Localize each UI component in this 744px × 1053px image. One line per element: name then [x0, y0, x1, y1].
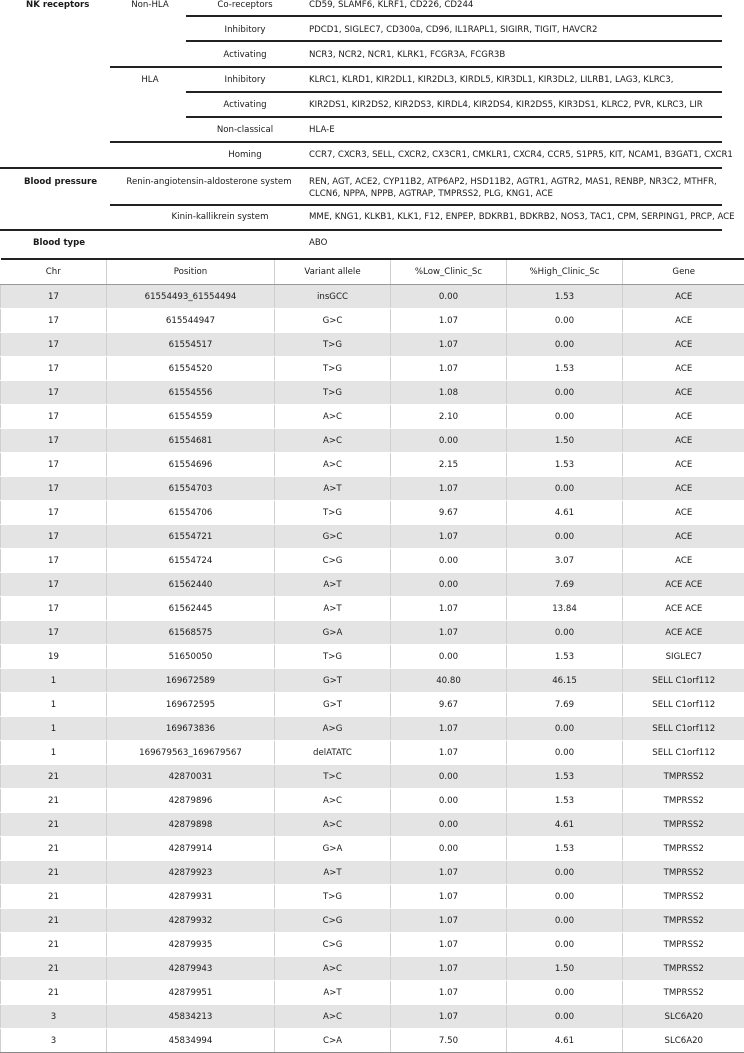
cell-position: 42879951	[107, 981, 275, 1005]
cell-variant-allele: C>G	[275, 909, 391, 933]
column-header-gene: Gene	[623, 259, 744, 285]
cell-chr: 1	[1, 741, 107, 765]
cell-chr: 1	[1, 717, 107, 741]
cell-gene: SELL C1orf112	[623, 717, 744, 741]
cell-chr: 21	[1, 789, 107, 813]
cell-position: 61554706	[107, 501, 275, 525]
cell-high-clinic-sc: 0.00	[507, 621, 623, 645]
cell-chr: 21	[1, 957, 107, 981]
cell-high-clinic-sc: 0.00	[507, 885, 623, 909]
cell-variant-allele: insGCC	[275, 285, 391, 309]
cell-variant-allele: C>A	[275, 1029, 391, 1053]
cell-position: 61554559	[107, 405, 275, 429]
cell-chr: 21	[1, 837, 107, 861]
cell-low-clinic-sc: 7.50	[391, 1029, 507, 1053]
cell-gene: TMPRSS2	[623, 885, 744, 909]
cell-variant-allele: A>C	[275, 429, 391, 453]
cell-high-clinic-sc: 46.15	[507, 669, 623, 693]
cell-high-clinic-sc: 3.07	[507, 549, 623, 573]
table-row	[1, 717, 744, 741]
column-header-high-clinic-sc: %High_Clinic_Sc	[507, 259, 623, 285]
table-row	[1, 957, 744, 981]
blood-pressure-label: Blood pressure	[24, 177, 97, 187]
table-row	[1, 861, 744, 885]
kinin-label: Kinin-kallikrein system	[140, 212, 300, 222]
cell-high-clinic-sc: 0.00	[507, 525, 623, 549]
cell-gene: SIGLEC7	[623, 645, 744, 669]
nk-receptors-label: NK receptors	[26, 0, 89, 10]
cell-chr: 17	[1, 525, 107, 549]
cell-variant-allele: T>G	[275, 381, 391, 405]
cell-gene: ACE	[623, 357, 744, 381]
cell-low-clinic-sc: 2.15	[391, 453, 507, 477]
cell-gene: TMPRSS2	[623, 861, 744, 885]
cell-gene: ACE ACE	[623, 597, 744, 621]
nonclassical-label: Non-classical	[190, 125, 300, 135]
cell-variant-allele: A>C	[275, 405, 391, 429]
row-divider	[186, 40, 722, 42]
hla-activating-genes: KIR2DS1, KIR2DS2, KIR2DS3, KIRDL4, KIR2DS4, KIR2DS5, KIR3DS1, KLRC2, PVR, KLRC3, LIR	[309, 100, 703, 110]
cell-chr: 17	[1, 429, 107, 453]
cell-gene: TMPRSS2	[623, 933, 744, 957]
cell-variant-allele: delATATC	[275, 741, 391, 765]
homing-label: Homing	[190, 150, 300, 160]
coreceptors-label: Co-receptors	[190, 0, 300, 10]
cell-gene: ACE	[623, 333, 744, 357]
cell-position: 42879898	[107, 813, 275, 837]
row-divider	[0, 167, 722, 169]
table-row	[1, 837, 744, 861]
row-divider	[110, 66, 722, 68]
cell-position: 42879896	[107, 789, 275, 813]
table-header-row	[1, 259, 744, 285]
cell-variant-allele: T>G	[275, 501, 391, 525]
cell-position: 42879932	[107, 909, 275, 933]
cell-low-clinic-sc: 0.00	[391, 837, 507, 861]
cell-position: 169672589	[107, 669, 275, 693]
cell-variant-allele: A>C	[275, 1005, 391, 1029]
cell-low-clinic-sc: 0.00	[391, 645, 507, 669]
table-row	[1, 333, 744, 357]
cell-position: 61568575	[107, 621, 275, 645]
hla-inhibitory-genes: KLRC1, KLRD1, KIR2DL1, KIR2DL3, KIRDL5, KIR3DL1, KIR3DL2, LILRB1, LAG3, KLRC3,	[309, 75, 673, 85]
cell-position: 61554681	[107, 429, 275, 453]
cell-chr: 17	[1, 573, 107, 597]
cell-variant-allele: T>C	[275, 765, 391, 789]
cell-chr: 17	[1, 621, 107, 645]
cell-gene: SELL C1orf112	[623, 693, 744, 717]
cell-variant-allele: G>A	[275, 621, 391, 645]
table-row	[1, 285, 744, 309]
cell-gene: TMPRSS2	[623, 957, 744, 981]
cell-chr: 17	[1, 405, 107, 429]
cell-chr: 21	[1, 909, 107, 933]
cell-chr: 17	[1, 309, 107, 333]
cell-position: 42879931	[107, 885, 275, 909]
column-header-position: Position	[107, 259, 275, 285]
cell-variant-allele: A>C	[275, 957, 391, 981]
cell-low-clinic-sc: 9.67	[391, 501, 507, 525]
cell-chr: 17	[1, 357, 107, 381]
cell-high-clinic-sc: 1.53	[507, 789, 623, 813]
cell-chr: 17	[1, 381, 107, 405]
cell-chr: 21	[1, 981, 107, 1005]
cell-low-clinic-sc: 1.07	[391, 741, 507, 765]
table-row	[1, 933, 744, 957]
cell-low-clinic-sc: 0.00	[391, 789, 507, 813]
cell-high-clinic-sc: 0.00	[507, 309, 623, 333]
cell-chr: 17	[1, 333, 107, 357]
cell-chr: 17	[1, 453, 107, 477]
cell-chr: 17	[1, 549, 107, 573]
table-row	[1, 765, 744, 789]
cell-low-clinic-sc: 1.07	[391, 885, 507, 909]
cell-low-clinic-sc: 1.07	[391, 933, 507, 957]
cell-low-clinic-sc: 1.07	[391, 597, 507, 621]
cell-high-clinic-sc: 1.53	[507, 837, 623, 861]
cell-low-clinic-sc: 0.00	[391, 285, 507, 309]
cell-high-clinic-sc: 4.61	[507, 501, 623, 525]
table-row	[1, 597, 744, 621]
cell-gene: ACE	[623, 501, 744, 525]
cell-low-clinic-sc: 1.07	[391, 957, 507, 981]
row-divider	[186, 15, 722, 17]
table-row	[1, 525, 744, 549]
cell-position: 42879914	[107, 837, 275, 861]
cell-low-clinic-sc: 1.07	[391, 621, 507, 645]
table-row	[1, 501, 744, 525]
cell-chr: 17	[1, 597, 107, 621]
cell-position: 61554520	[107, 357, 275, 381]
cell-low-clinic-sc: 1.07	[391, 477, 507, 501]
blood-type-genes: ABO	[309, 238, 327, 248]
nonclassical-genes: HLA-E	[309, 125, 335, 135]
cell-high-clinic-sc: 13.84	[507, 597, 623, 621]
cell-high-clinic-sc: 1.53	[507, 453, 623, 477]
cell-gene: ACE	[623, 309, 744, 333]
cell-position: 169672595	[107, 693, 275, 717]
cell-gene: TMPRSS2	[623, 765, 744, 789]
gene-category-table	[0, 0, 744, 256]
cell-gene: TMPRSS2	[623, 789, 744, 813]
variant-table	[0, 258, 744, 1053]
cell-high-clinic-sc: 1.50	[507, 429, 623, 453]
table-row	[1, 981, 744, 1005]
table-row	[1, 549, 744, 573]
cell-chr: 21	[1, 885, 107, 909]
cell-low-clinic-sc: 1.07	[391, 861, 507, 885]
raas-label: Renin-angiotensin-aldosterone system	[118, 177, 300, 187]
cell-gene: TMPRSS2	[623, 909, 744, 933]
cell-low-clinic-sc: 2.10	[391, 405, 507, 429]
cell-chr: 19	[1, 645, 107, 669]
cell-low-clinic-sc: 1.07	[391, 981, 507, 1005]
cell-low-clinic-sc: 1.07	[391, 357, 507, 381]
cell-chr: 3	[1, 1005, 107, 1029]
cell-high-clinic-sc: 0.00	[507, 333, 623, 357]
cell-chr: 21	[1, 765, 107, 789]
cell-chr: 1	[1, 693, 107, 717]
cell-high-clinic-sc: 0.00	[507, 717, 623, 741]
cell-variant-allele: A>C	[275, 453, 391, 477]
cell-variant-allele: G>A	[275, 837, 391, 861]
cell-chr: 1	[1, 669, 107, 693]
cell-chr: 3	[1, 1029, 107, 1053]
table-row	[1, 909, 744, 933]
cell-high-clinic-sc: 1.53	[507, 765, 623, 789]
cell-variant-allele: T>G	[275, 645, 391, 669]
cell-gene: TMPRSS2	[623, 813, 744, 837]
table-row	[1, 669, 744, 693]
cell-low-clinic-sc: 0.00	[391, 429, 507, 453]
cell-low-clinic-sc: 0.00	[391, 813, 507, 837]
cell-chr: 17	[1, 477, 107, 501]
cell-high-clinic-sc: 0.00	[507, 477, 623, 501]
cell-high-clinic-sc: 0.00	[507, 861, 623, 885]
blood-type-label: Blood type	[33, 238, 85, 248]
table-row	[1, 405, 744, 429]
cell-low-clinic-sc: 1.08	[391, 381, 507, 405]
table-row	[1, 813, 744, 837]
hla-activating-label: Activating	[190, 100, 300, 110]
cell-position: 45834994	[107, 1029, 275, 1053]
cell-variant-allele: A>T	[275, 861, 391, 885]
table-row	[1, 309, 744, 333]
row-divider	[186, 91, 722, 93]
cell-chr: 21	[1, 813, 107, 837]
nonhla-activating-genes: NCR3, NCR2, NCR1, KLRK1, FCGR3A, FCGR3B	[309, 50, 505, 60]
cell-variant-allele: T>G	[275, 333, 391, 357]
cell-high-clinic-sc: 1.53	[507, 285, 623, 309]
cell-position: 169679563_169679567	[107, 741, 275, 765]
cell-low-clinic-sc: 1.07	[391, 909, 507, 933]
cell-high-clinic-sc: 0.00	[507, 981, 623, 1005]
cell-high-clinic-sc: 0.00	[507, 741, 623, 765]
cell-gene: TMPRSS2	[623, 981, 744, 1005]
cell-position: 61554556	[107, 381, 275, 405]
cell-gene: ACE ACE	[623, 621, 744, 645]
row-divider	[110, 204, 722, 206]
cell-high-clinic-sc: 7.69	[507, 693, 623, 717]
cell-gene: ACE	[623, 381, 744, 405]
cell-low-clinic-sc: 0.00	[391, 549, 507, 573]
column-header-low-clinic-sc: %Low_Clinic_Sc	[391, 259, 507, 285]
cell-position: 42879943	[107, 957, 275, 981]
kinin-genes: MME, KNG1, KLKB1, KLK1, F12, ENPEP, BDKRB1, BDKRB2, NOS3, TAC1, CPM, SERPING1, PRCP, ACE	[309, 212, 735, 222]
cell-variant-allele: G>T	[275, 693, 391, 717]
cell-variant-allele: T>G	[275, 885, 391, 909]
cell-high-clinic-sc: 0.00	[507, 405, 623, 429]
cell-variant-allele: A>T	[275, 981, 391, 1005]
cell-low-clinic-sc: 1.07	[391, 333, 507, 357]
cell-gene: ACE	[623, 285, 744, 309]
column-header-chr: Chr	[1, 259, 107, 285]
table-row	[1, 1005, 744, 1029]
cell-variant-allele: A>T	[275, 573, 391, 597]
cell-chr: 21	[1, 933, 107, 957]
cell-position: 61554696	[107, 453, 275, 477]
cell-position: 45834213	[107, 1005, 275, 1029]
cell-high-clinic-sc: 7.69	[507, 573, 623, 597]
cell-chr: 17	[1, 501, 107, 525]
cell-low-clinic-sc: 0.00	[391, 573, 507, 597]
cell-variant-allele: A>T	[275, 597, 391, 621]
hla-label: HLA	[120, 75, 180, 85]
cell-gene: SLC6A20	[623, 1005, 744, 1029]
raas-genes-line1: REN, AGT, ACE2, CYP11B2, ATP6AP2, HSD11B2, AGTR1, AGTR2, MAS1, RENBP, NR3C2, MTHFR,	[309, 177, 717, 187]
table-row	[1, 789, 744, 813]
table-row	[1, 645, 744, 669]
cell-high-clinic-sc: 0.00	[507, 1005, 623, 1029]
cell-variant-allele: G>T	[275, 669, 391, 693]
cell-variant-allele: A>C	[275, 789, 391, 813]
cell-gene: TMPRSS2	[623, 837, 744, 861]
table-row	[1, 693, 744, 717]
cell-position: 42879923	[107, 861, 275, 885]
cell-high-clinic-sc: 4.61	[507, 813, 623, 837]
table-row	[1, 477, 744, 501]
row-divider	[0, 229, 722, 231]
cell-high-clinic-sc: 0.00	[507, 933, 623, 957]
coreceptors-genes: CD59, SLAMF6, KLRF1, CD226, CD244	[309, 0, 473, 10]
cell-low-clinic-sc: 1.07	[391, 525, 507, 549]
column-header-variant-allele: Variant allele	[275, 259, 391, 285]
cell-high-clinic-sc: 0.00	[507, 909, 623, 933]
cell-position: 61554721	[107, 525, 275, 549]
cell-gene: SELL C1orf112	[623, 741, 744, 765]
cell-variant-allele: A>G	[275, 717, 391, 741]
cell-low-clinic-sc: 1.07	[391, 1005, 507, 1029]
cell-low-clinic-sc: 9.67	[391, 693, 507, 717]
cell-gene: ACE	[623, 477, 744, 501]
hla-inhibitory-label: Inhibitory	[190, 75, 300, 85]
cell-gene: ACE	[623, 429, 744, 453]
cell-gene: ACE	[623, 525, 744, 549]
table-row	[1, 885, 744, 909]
nonhla-inhibitory-label: Inhibitory	[190, 25, 300, 35]
cell-low-clinic-sc: 0.00	[391, 765, 507, 789]
cell-high-clinic-sc: 0.00	[507, 381, 623, 405]
cell-position: 169673836	[107, 717, 275, 741]
cell-position: 42870031	[107, 765, 275, 789]
table-row	[1, 573, 744, 597]
table-row	[1, 453, 744, 477]
cell-position: 61562440	[107, 573, 275, 597]
non-hla-label: Non-HLA	[120, 0, 180, 10]
cell-position: 42879935	[107, 933, 275, 957]
table-row	[1, 741, 744, 765]
homing-genes: CCR7, CXCR3, SELL, CXCR2, CX3CR1, CMKLR1, CXCR4, CCR5, S1PR5, KIT, NCAM1, B3GAT1, CXCR1	[309, 150, 733, 160]
cell-gene: ACE ACE	[623, 573, 744, 597]
raas-genes-line2: CLCN6, NPPA, NPPB, AGTRAP, TMPRSS2, PLG, KNG1, ACE	[309, 189, 553, 199]
cell-variant-allele: T>G	[275, 357, 391, 381]
table-row	[1, 429, 744, 453]
table-row	[1, 357, 744, 381]
row-divider	[110, 141, 722, 143]
cell-position: 61554724	[107, 549, 275, 573]
cell-position: 615544947	[107, 309, 275, 333]
cell-low-clinic-sc: 1.07	[391, 717, 507, 741]
cell-position: 61554703	[107, 477, 275, 501]
cell-position: 51650050	[107, 645, 275, 669]
cell-variant-allele: G>C	[275, 525, 391, 549]
nonhla-activating-label: Activating	[190, 50, 300, 60]
cell-gene: SLC6A20	[623, 1029, 744, 1053]
table-body	[1, 285, 744, 1053]
nonhla-inhibitory-genes: PDCD1, SIGLEC7, CD300a, CD96, IL1RAPL1, SIGIRR, TIGIT, HAVCR2	[309, 25, 598, 35]
cell-chr: 21	[1, 861, 107, 885]
cell-low-clinic-sc: 40.80	[391, 669, 507, 693]
cell-position: 61562445	[107, 597, 275, 621]
cell-high-clinic-sc: 1.50	[507, 957, 623, 981]
row-divider	[186, 116, 722, 118]
cell-chr: 17	[1, 285, 107, 309]
cell-gene: ACE	[623, 549, 744, 573]
cell-variant-allele: C>G	[275, 549, 391, 573]
cell-low-clinic-sc: 1.07	[391, 309, 507, 333]
cell-gene: ACE	[623, 453, 744, 477]
cell-high-clinic-sc: 4.61	[507, 1029, 623, 1053]
table-row	[1, 621, 744, 645]
cell-variant-allele: A>C	[275, 813, 391, 837]
cell-position: 61554517	[107, 333, 275, 357]
cell-position: 61554493_61554494	[107, 285, 275, 309]
cell-gene: SELL C1orf112	[623, 669, 744, 693]
cell-high-clinic-sc: 1.53	[507, 357, 623, 381]
cell-gene: ACE	[623, 405, 744, 429]
table-row	[1, 381, 744, 405]
cell-variant-allele: A>T	[275, 477, 391, 501]
cell-variant-allele: C>G	[275, 933, 391, 957]
cell-high-clinic-sc: 1.53	[507, 645, 623, 669]
cell-variant-allele: G>C	[275, 309, 391, 333]
